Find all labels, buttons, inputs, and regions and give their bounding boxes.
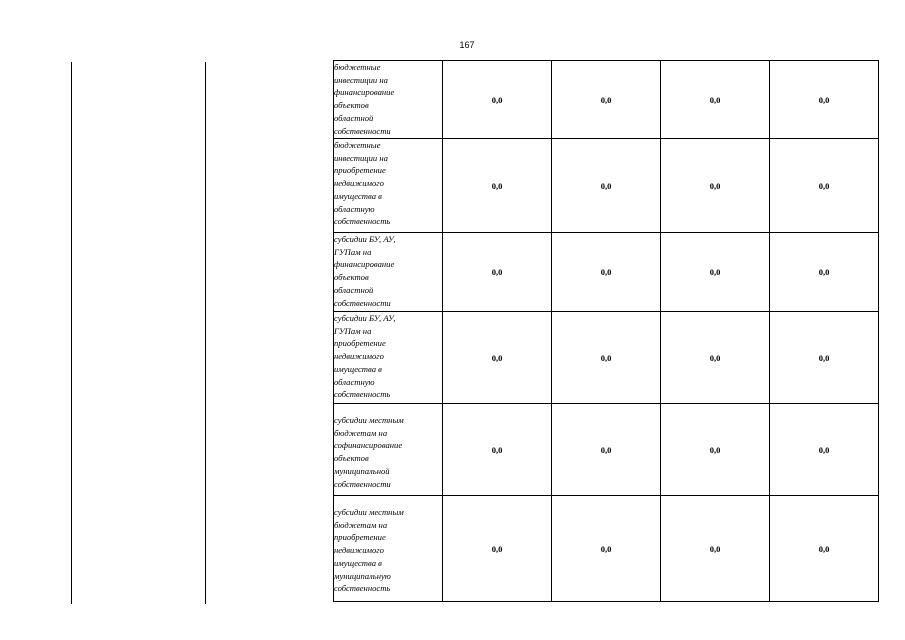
left-column-rule (71, 62, 72, 604)
value-cell: 0,0 (770, 312, 879, 404)
table-row (334, 404, 879, 496)
value-cell: 0,0 (770, 496, 879, 602)
table-row (334, 233, 879, 312)
value-cell: 0,0 (661, 61, 770, 139)
value-cell: 0,0 (770, 404, 879, 496)
value-cell: 0,0 (661, 312, 770, 404)
value-cell: 0,0 (552, 61, 661, 139)
row-label: субсидии БУ, АУ, ГУПам на финансирование объектов областной собственности (334, 233, 443, 312)
second-column-rule (205, 62, 206, 604)
value-cell: 0,0 (443, 139, 552, 233)
row-label: субсидии БУ, АУ, ГУПам на приобретение недвижимого имущества в областную собственность (334, 312, 443, 404)
value-cell: 0,0 (661, 496, 770, 602)
row-label: субсидии местным бюджетам на приобретение недвижимого имущества в муниципальную собственность (334, 496, 443, 602)
table-row (334, 496, 879, 602)
table-row (334, 139, 879, 233)
value-cell: 0,0 (661, 139, 770, 233)
value-cell: 0,0 (770, 61, 879, 139)
value-cell: 0,0 (443, 404, 552, 496)
row-label: субсидии местным бюджетам на софинансирование объектов муниципальной собственности (334, 404, 443, 496)
value-cell: 0,0 (443, 233, 552, 312)
row-label: бюджетные инвестиции на финансирование объектов областной собственности (334, 61, 443, 139)
table-row (334, 312, 879, 404)
value-cell: 0,0 (443, 61, 552, 139)
value-cell: 0,0 (443, 496, 552, 602)
page-number: 167 (459, 40, 475, 50)
value-cell: 0,0 (552, 139, 661, 233)
row-label: бюджетные инвестиции на приобретение недвижимого имущества в областную собственность (334, 139, 443, 233)
value-cell: 0,0 (552, 233, 661, 312)
budget-table (333, 60, 879, 602)
value-cell: 0,0 (443, 312, 552, 404)
table-row (334, 61, 879, 139)
value-cell: 0,0 (661, 404, 770, 496)
value-cell: 0,0 (552, 404, 661, 496)
value-cell: 0,0 (552, 312, 661, 404)
value-cell: 0,0 (770, 139, 879, 233)
value-cell: 0,0 (552, 496, 661, 602)
value-cell: 0,0 (770, 233, 879, 312)
value-cell: 0,0 (661, 233, 770, 312)
